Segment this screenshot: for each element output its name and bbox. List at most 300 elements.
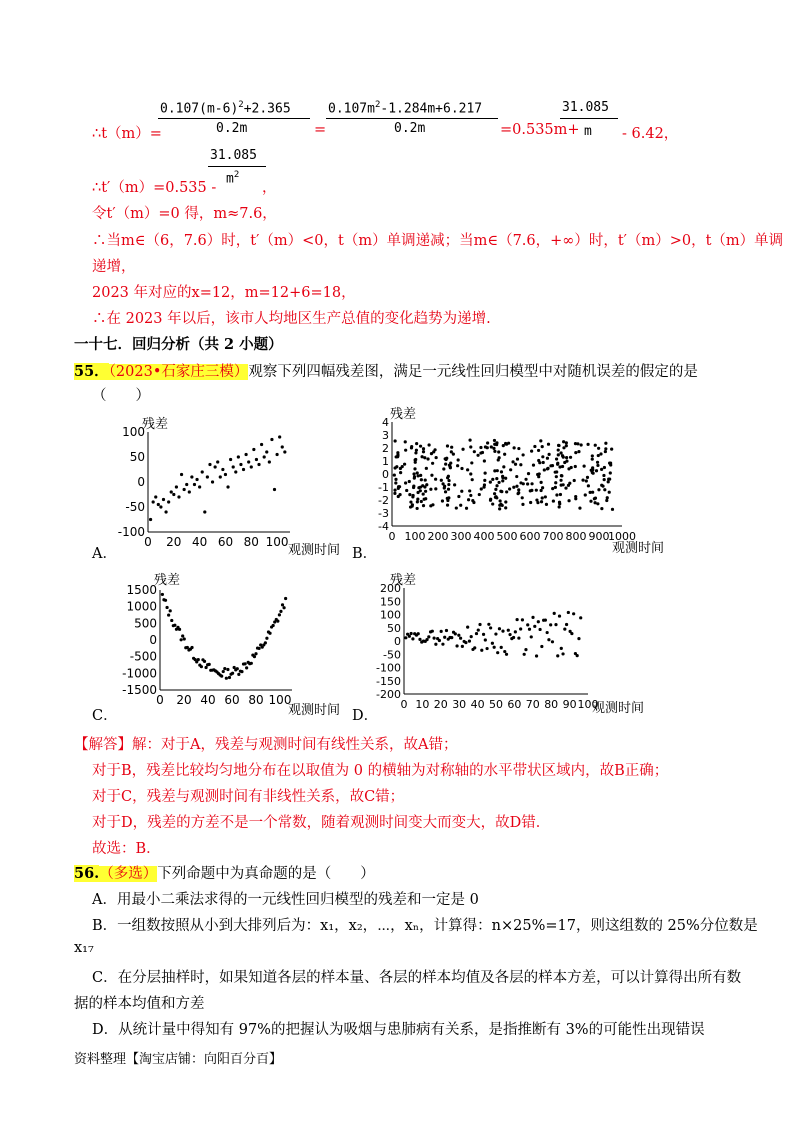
scatter-point: [272, 624, 275, 627]
scatter-point: [509, 468, 512, 471]
scatter-point: [240, 670, 243, 673]
y-tick-label: -3: [378, 507, 389, 520]
scatter-point: [576, 654, 579, 657]
scatter-point: [476, 454, 479, 457]
scatter-point: [516, 618, 519, 621]
scatter-point: [568, 482, 571, 485]
fraction-2-bar: [326, 118, 498, 119]
q55-number: 55．: [74, 363, 109, 380]
scatter-point: [538, 472, 541, 475]
scatter-point: [167, 613, 170, 616]
scatter-point: [434, 643, 437, 646]
scatter-point: [546, 457, 549, 460]
scatter-point: [586, 443, 589, 446]
scatter-point: [409, 500, 412, 503]
scatter-point: [591, 454, 594, 457]
q56-text: 下列命题中为真命题的是（ ）: [157, 866, 375, 882]
scatter-point: [489, 499, 492, 502]
y-tick-label: -4: [378, 520, 389, 533]
option-label-b: B．: [352, 546, 378, 562]
scatter-point: [416, 507, 419, 510]
scatter-point: [441, 482, 444, 485]
scatter-point: [180, 638, 183, 641]
scatter-point: [231, 672, 234, 675]
scatter-point: [567, 467, 570, 470]
x-tick-label: 100: [268, 693, 292, 707]
scatter-point: [611, 508, 614, 511]
scatter-point: [526, 482, 529, 485]
scatter-point: [480, 487, 483, 490]
scatter-point: [485, 647, 488, 650]
line5: 递增，: [92, 259, 136, 275]
scatter-point: [540, 481, 543, 484]
y-tick-label: 3: [382, 429, 389, 442]
scatter-point: [426, 457, 429, 460]
scatter-point: [183, 637, 186, 640]
scatter-point: [425, 638, 428, 641]
scatter-point: [567, 499, 570, 502]
scatter-point: [245, 453, 248, 456]
scatter-point: [232, 465, 235, 468]
x-tick-label: 20: [166, 535, 182, 549]
scatter-point: [447, 496, 450, 499]
scatter-point: [593, 497, 596, 500]
x-tick-label: 20: [176, 693, 192, 707]
scatter-point: [435, 456, 438, 459]
scatter-point: [175, 485, 178, 488]
scatter-point: [264, 641, 267, 644]
scatter-point: [409, 505, 412, 508]
scatter-point: [180, 473, 183, 476]
scatter-point: [393, 473, 396, 476]
scatter-point: [574, 451, 577, 454]
q56-stem: [74, 862, 375, 883]
scatter-point: [486, 441, 489, 444]
scatter-point: [560, 484, 563, 487]
y-tick-label: 0: [382, 468, 389, 481]
scatter-point: [226, 668, 229, 671]
scatter-point: [467, 498, 470, 501]
scatter-point: [159, 505, 162, 508]
scatter-point: [594, 501, 597, 504]
scatter-point: [555, 475, 558, 478]
scatter-point: [425, 467, 428, 470]
scatter-point: [495, 443, 498, 446]
fraction-2-numerator: $0.107m^2-1.284m+6.217$: [328, 100, 483, 117]
q56-option-d: D．从统计量中得知有 97%的把握认为吸烟与患肺病有关系，是指推断有 3%的可能性出现错误: [92, 1022, 705, 1038]
scatter-point: [229, 458, 232, 461]
scatter-point: [440, 630, 443, 633]
scatter-point: [556, 462, 559, 465]
scatter-point: [461, 448, 464, 451]
scatter-point: [457, 634, 460, 637]
scatter-point: [201, 470, 204, 473]
scatter-point: [152, 500, 155, 503]
q56-option-b-cont: x₁₇: [74, 940, 94, 956]
scatter-point: [564, 486, 567, 489]
scatter-point: [401, 465, 404, 468]
residual-plot-a: [100, 408, 341, 558]
scatter-point: [411, 637, 414, 640]
scatter-point: [559, 479, 562, 482]
answer55-line3: 对于C，残差与观测时间有非线性关系，故C错；: [92, 789, 405, 805]
scatter-point: [498, 507, 501, 510]
scatter-point: [404, 636, 407, 639]
scatter-point: [562, 456, 565, 459]
y-tick-label: 100: [122, 425, 145, 439]
scatter-point: [574, 442, 577, 445]
x-tick-label: 50: [489, 698, 503, 711]
scatter-point: [514, 630, 517, 633]
scatter-point: [573, 479, 576, 482]
y-tick-label: -100: [376, 661, 401, 675]
scatter-point: [493, 450, 496, 453]
x-tick-label: 20: [433, 698, 448, 711]
scatter-point: [190, 475, 193, 478]
scatter-point: [470, 635, 473, 638]
scatter-point: [561, 465, 564, 468]
q55-text: 观察下列四幅残差图，满足一元线性回归模型中对随机误差的假定的是: [248, 364, 698, 380]
scatter-point: [468, 639, 471, 642]
scatter-point: [591, 468, 594, 471]
line2-prefix: ∴t′（m）=0.535 -: [92, 180, 217, 196]
scatter-point: [524, 478, 527, 481]
scatter-point: [596, 464, 599, 467]
scatter-point: [558, 505, 561, 508]
scatter-point: [236, 667, 239, 670]
scatter-point: [543, 468, 546, 471]
scatter-point: [443, 636, 446, 639]
scatter-point: [500, 470, 503, 473]
scatter-point: [519, 481, 522, 484]
scatter-point: [513, 446, 516, 449]
scatter-point: [562, 446, 565, 449]
scatter-point: [597, 447, 600, 450]
x-tick-label: 0: [400, 698, 408, 711]
scatter-point: [441, 643, 444, 646]
scatter-point: [501, 630, 504, 633]
scatter-point: [416, 498, 419, 501]
scatter-point: [599, 452, 602, 455]
scatter-point: [597, 454, 600, 457]
scatter-point: [417, 632, 420, 635]
scatter-point: [263, 455, 266, 458]
scatter-point: [554, 481, 557, 484]
scatter-point: [549, 623, 552, 626]
scatter-point: [464, 641, 467, 644]
scatter-point: [554, 623, 557, 626]
y-tick-label: -1500: [122, 683, 157, 697]
scatter-point: [540, 500, 543, 503]
scatter-point: [250, 662, 253, 665]
scatter-point: [428, 443, 431, 446]
scatter-point: [225, 677, 228, 680]
scatter-point: [605, 499, 608, 502]
scatter-point: [505, 653, 508, 656]
x-tick-label: 80: [243, 535, 259, 549]
fraction-4-denominator: $m^2$: [226, 170, 240, 187]
scatter-point: [537, 459, 540, 462]
scatter-point: [459, 504, 462, 507]
scatter-point: [502, 465, 505, 468]
scatter-point: [167, 500, 170, 503]
y-tick-label: 500: [134, 616, 157, 631]
scatter-point: [530, 635, 533, 638]
scatter-point: [496, 469, 499, 472]
scatter-point: [265, 637, 268, 640]
scatter-point: [532, 464, 535, 467]
scatter-point: [560, 647, 563, 650]
answer55-line1: 【解答】解：对于A，残差与观测时间有线性关系，故A错；: [74, 737, 458, 753]
x-tick-label: 30: [452, 698, 467, 711]
scatter-point: [414, 451, 417, 454]
scatter-point: [499, 490, 502, 493]
scatter-point: [561, 652, 564, 655]
fraction-1-bar: [158, 118, 310, 119]
scatter-point: [587, 484, 590, 487]
scatter-point: [544, 619, 547, 622]
scatter-point: [516, 492, 519, 495]
x-tick-label: 40: [200, 693, 216, 707]
scatter-point: [408, 480, 411, 483]
fraction-2-denominator: 0.2m: [394, 121, 426, 136]
option-label-d: D．: [352, 708, 379, 724]
scatter-point: [609, 471, 612, 474]
scatter-point: [524, 648, 527, 651]
equal-sign: =: [314, 122, 327, 138]
scatter-point: [579, 616, 582, 619]
line2-tail: ，: [262, 180, 277, 196]
scatter-point: [592, 472, 595, 475]
scatter-point: [453, 483, 456, 486]
scatter-point: [495, 484, 498, 487]
scatter-point: [530, 450, 533, 453]
scatter-point: [535, 654, 538, 657]
scatter-point: [528, 628, 531, 631]
scatter-point: [535, 489, 538, 492]
scatter-point: [567, 611, 570, 614]
scatter-point: [413, 475, 416, 478]
scatter-point: [541, 496, 544, 499]
scatter-point: [603, 488, 606, 491]
y-tick-label: 100: [380, 608, 401, 622]
scatter-point: [237, 455, 240, 458]
scatter-point: [497, 450, 500, 453]
scatter-point: [477, 628, 480, 631]
scatter-point: [521, 618, 524, 621]
scatter-point: [515, 485, 518, 488]
scatter-point: [438, 639, 441, 642]
scatter-point: [245, 666, 248, 669]
scatter-point: [434, 478, 437, 481]
chart-c-xlabel: 观测时间: [288, 703, 341, 718]
scatter-point: [540, 645, 543, 648]
scatter-point: [161, 593, 164, 596]
scatter-point: [542, 461, 545, 464]
scatter-point: [460, 490, 463, 493]
scatter-point: [498, 504, 501, 507]
scatter-point: [228, 676, 231, 679]
answer55-line4: 对于D，残差的方差不是一个常数，随着观测时间变大而变大，故D错．: [92, 815, 551, 831]
y-tick-label: 50: [387, 621, 401, 635]
scatter-point: [480, 649, 483, 652]
scatter-point: [565, 623, 568, 626]
scatter-point: [479, 446, 482, 449]
scatter-point: [457, 458, 460, 461]
line4: ∴当m∈（6，7.6）时，t′（m）<0，t（m）单调递减；当m∈（7.6，+∞）时，t′（m）>0，t（m）单调: [92, 233, 784, 249]
scatter-point: [521, 503, 524, 506]
x-tick-label: 400: [473, 530, 495, 543]
scatter-point: [404, 449, 407, 452]
scatter-point: [578, 507, 581, 510]
scatter-point: [551, 464, 554, 467]
scatter-point: [497, 481, 500, 484]
scatter-point: [523, 653, 526, 656]
scatter-point: [216, 460, 219, 463]
x-tick-label: 40: [470, 698, 485, 711]
y-tick-label: -1: [378, 481, 389, 494]
line1-mid: =0.535m+: [500, 122, 580, 138]
scatter-point: [185, 483, 188, 486]
scatter-point: [553, 612, 556, 615]
scatter-point: [547, 638, 550, 641]
scatter-point: [529, 501, 532, 504]
scatter-point: [165, 606, 168, 609]
scatter-point: [522, 453, 525, 456]
x-tick-label: 300: [450, 530, 472, 543]
scatter-point: [460, 467, 463, 470]
scatter-point: [569, 456, 572, 459]
line7: ∴在 2023 年以后，该市人均地区生产总值的变化趋势为递增.: [92, 311, 491, 327]
x-tick-label: 0: [144, 535, 152, 549]
scatter-point: [504, 500, 507, 503]
scatter-point: [197, 658, 200, 661]
section-heading: 一十七．回归分析（共 2 小题）: [74, 336, 283, 353]
scatter-point: [606, 496, 609, 499]
scatter-point: [226, 485, 229, 488]
scatter-point: [431, 462, 434, 465]
scatter-point: [563, 628, 566, 631]
scatter-point: [604, 442, 607, 445]
scatter-point: [398, 493, 401, 496]
scatter-point: [433, 637, 436, 640]
scatter-point: [450, 636, 453, 639]
x-tick-label: 800: [565, 530, 587, 543]
scatter-point: [284, 597, 287, 600]
scatter-point: [466, 626, 469, 629]
scatter-point: [475, 632, 478, 635]
scatter-point: [276, 620, 279, 623]
scatter-point: [482, 633, 485, 636]
scatter-point: [565, 441, 568, 444]
y-tick-label: -150: [376, 674, 401, 688]
scatter-point: [565, 456, 568, 459]
scatter-point: [483, 479, 486, 482]
scatter-point: [504, 477, 507, 480]
chart-a-ylabel: 残差: [142, 417, 169, 432]
scatter-point: [203, 660, 206, 663]
scatter-point: [419, 445, 422, 448]
scatter-point: [433, 448, 436, 451]
x-tick-label: 100: [265, 535, 289, 549]
scatter-point: [445, 629, 448, 632]
x-tick-label: 90: [562, 698, 577, 711]
fraction-4-numerator: 31.085: [210, 148, 257, 163]
scatter-point: [517, 447, 520, 450]
scatter-point: [268, 460, 271, 463]
scatter-point: [440, 479, 443, 482]
scatter-point: [514, 463, 517, 466]
scatter-point: [530, 482, 533, 485]
fraction-3-denominator: m: [584, 124, 592, 139]
chart-a-xlabel: 观测时间: [288, 543, 341, 558]
scatter-point: [448, 464, 451, 467]
scatter-point: [178, 628, 181, 631]
x-tick-label: 900: [588, 530, 610, 543]
y-tick-label: -1000: [122, 666, 157, 681]
scatter-point: [508, 633, 511, 636]
scatter-point: [526, 623, 529, 626]
scatter-point: [423, 485, 426, 488]
scatter-point: [533, 625, 536, 628]
scatter-point: [253, 655, 256, 658]
y-tick-label: 1500: [126, 583, 157, 597]
scatter-point: [193, 483, 196, 486]
scatter-point: [450, 446, 453, 449]
scatter-point: [498, 627, 501, 630]
scatter-point: [459, 637, 462, 640]
scatter-point: [586, 476, 589, 479]
scatter-point: [221, 468, 224, 471]
scatter-point: [539, 439, 542, 442]
scatter-point: [164, 599, 167, 602]
x-tick-label: 500: [496, 530, 518, 543]
scatter-point: [278, 613, 281, 616]
scatter-point: [595, 469, 598, 472]
fraction-1-denominator: 0.2m: [216, 121, 248, 136]
answer55-line5: 故选：B．: [92, 841, 161, 857]
scatter-point: [552, 499, 555, 502]
scatter-point: [478, 623, 481, 626]
scatter-point: [412, 485, 415, 488]
scatter-point: [413, 467, 416, 470]
scatter-point: [282, 606, 285, 609]
scatter-point: [281, 445, 284, 448]
scatter-point: [424, 490, 427, 493]
scatter-point: [198, 485, 201, 488]
scatter-point: [556, 654, 559, 657]
scatter-point: [533, 445, 536, 448]
y-tick-label: 50: [129, 450, 145, 464]
scatter-point: [455, 644, 458, 647]
scatter-point: [496, 651, 499, 654]
scatter-point: [454, 632, 457, 635]
scatter-point: [223, 667, 226, 670]
scatter-point: [422, 447, 425, 450]
scatter-point: [441, 499, 444, 502]
answer55-line2: 对于B，残差比较均匀地分布在以取值为 0 的横轴为对称轴的水平带状区域内，故B正确；: [92, 763, 669, 779]
scatter-point: [555, 493, 558, 496]
scatter-point: [418, 638, 421, 641]
scatter-point: [270, 438, 273, 441]
scatter-point: [591, 491, 594, 494]
x-tick-label: 600: [519, 530, 541, 543]
y-tick-label: -100: [117, 525, 145, 539]
scatter-point: [486, 446, 489, 449]
scatter-point: [484, 638, 487, 641]
scatter-point: [583, 465, 586, 468]
x-tick-label: 40: [191, 535, 208, 549]
